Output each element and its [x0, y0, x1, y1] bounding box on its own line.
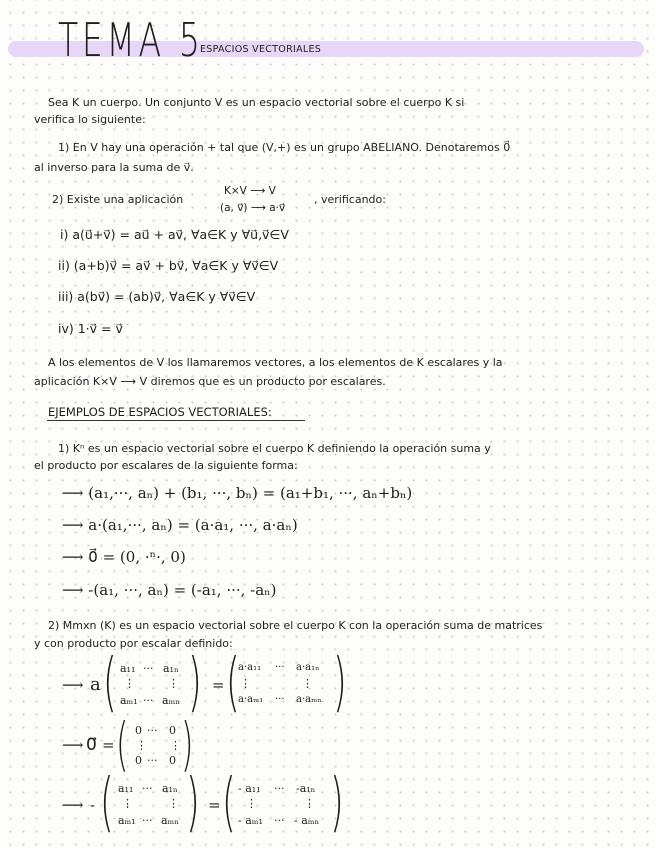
- examples-heading-underline: [47, 420, 305, 421]
- item2-suffix: , verificando:: [314, 193, 386, 206]
- item1-line-2: al inverso para la suma de v⃗.: [34, 161, 194, 174]
- matrix2-open-paren: (: [116, 710, 129, 778]
- matrix1-left-vdots2: ⋮: [168, 677, 179, 690]
- matrix3-right-close-paren: ): [330, 766, 344, 840]
- matrix3-equals: =: [208, 796, 221, 814]
- matrix1-right-r3c2: a·aₘₙ: [296, 694, 322, 705]
- axiom-i: i) a(u⃗+v⃗) = au⃗ + av⃗, ∀a∈K y ∀u⃗,v⃗∈V: [60, 227, 289, 242]
- matrix3-right-r1dots: ···: [274, 782, 285, 795]
- definition-line-2: verifica lo siguiente:: [34, 113, 146, 126]
- matrix3-minus: -: [90, 796, 96, 814]
- page-title: TEMA 5: [58, 13, 204, 67]
- example2-line-2: y con producto por escalar definido:: [34, 637, 233, 650]
- axiom-ii: ii) (a+b)v⃗ = av⃗ + bv⃗, ∀a∈K y ∀v⃗∈V: [58, 258, 279, 273]
- example1-sum-formula: ⟶ (a₁,···, aₙ) + (b₁, ···, bₙ) = (a₁+b₁, ···, aₙ+bₙ): [62, 484, 413, 502]
- matrix2-close-paren: ): [181, 710, 194, 778]
- matrix2-r3dots: ···: [147, 754, 158, 767]
- matrix3-left-r3dots: ···: [142, 814, 153, 827]
- matrix3-right-vdots2: ⋮: [304, 797, 315, 810]
- matrix3-right-vdots1: ⋮: [246, 797, 257, 810]
- examples-heading: EJEMPLOS DE ESPACIOS VECTORIALES:: [48, 405, 272, 419]
- matrix1-left-close-paren: ): [188, 646, 202, 720]
- matrix1-scalar: a: [90, 674, 101, 695]
- matrix1-left-r3c1: aₘ₁: [120, 694, 138, 707]
- matrix1-right-vdots1: ⋮: [240, 677, 251, 690]
- matrix1-left-r1dots: ···: [143, 662, 154, 675]
- matrix2-vdots1: ⋮: [136, 739, 147, 752]
- item1-line-1: 1) En V hay una operación + tal que (V,+) es un grupo ABELIANO. Denotaremos 0⃗: [58, 141, 511, 154]
- matrix3-right-r3c1: - aₘ₁: [238, 814, 263, 827]
- matrix1-right-r3c1: a·aₘ₁: [238, 694, 264, 705]
- item2-map-bottom: (a, v⃗) ⟶ a·v⃗: [220, 202, 286, 214]
- axiom-iii: iii) a(bv⃗) = (ab)v⃗, ∀a∈K y ∀v⃗∈V: [58, 289, 256, 304]
- matrix3-left-open-paren: (: [100, 766, 114, 840]
- matrix2-r1c2: 0: [169, 724, 176, 737]
- matrix1-right-close-paren: ): [333, 646, 347, 720]
- example2-line-1: 2) Mmxn (K) es un espacio vectorial sobre el cuerpo K con la operación suma de matrices: [48, 619, 543, 632]
- example1-line-2: el producto por escalares de la siguiente forma:: [34, 459, 298, 472]
- item2-map-top: K×V ⟶ V: [224, 185, 276, 197]
- page-subtitle: ESPACIOS VECTORIALES: [200, 44, 322, 55]
- matrix1-right-r1c2: a·a₁ₙ: [296, 662, 320, 673]
- matrix1-left-r3dots: ···: [143, 694, 154, 707]
- axiom-iv: iv) 1·v⃗ = v⃗: [58, 321, 123, 336]
- matrix2-r3c2: 0: [169, 754, 176, 767]
- closing-line-1: A los elementos de V los llamaremos vectores, a los elementos de K escalares y la: [48, 356, 503, 369]
- matrix3-right-r3c2: - aₘₙ: [294, 814, 320, 827]
- matrix1-left-vdots1: ⋮: [124, 677, 135, 690]
- matrix1-left-r1c2: a₁ₙ: [163, 662, 179, 675]
- matrix1-left-r3c2: aₘₙ: [162, 694, 181, 707]
- example1-inverse-formula: ⟶ -(a₁, ···, aₙ) = (-a₁, ···, -aₙ): [62, 581, 277, 599]
- definition-line-1: Sea K un cuerpo. Un conjunto V es un espacio vectorial sobre el cuerpo K si: [48, 96, 465, 109]
- matrix3-right-r1c2: -a₁ₙ: [296, 782, 316, 795]
- matrix2-arrow: ⟶: [62, 736, 84, 754]
- matrix2-equals: =: [102, 736, 115, 754]
- matrix1-left-open-paren: (: [103, 646, 117, 720]
- matrix3-left-close-paren: ): [186, 766, 200, 840]
- example1-scalar-formula: ⟶ a·(a₁,···, aₙ) = (a·a₁, ···, a·aₙ): [62, 516, 298, 534]
- item2-prefix: 2) Existe una aplicación: [52, 193, 184, 206]
- matrix1-right-r3dots: ···: [275, 694, 285, 705]
- matrix1-right-r1c1: a·a₁₁: [238, 662, 262, 673]
- matrix3-left-vdots2: ⋮: [168, 797, 179, 810]
- matrix3-left-r1c1: a₁₁: [118, 782, 134, 795]
- matrix3-right-r1c1: - a₁₁: [238, 782, 261, 795]
- example1-zero-formula: ⟶ 0⃗ = (0, ·ⁿ·, 0): [62, 548, 186, 566]
- matrix1-right-open-paren: (: [226, 646, 240, 720]
- matrix3-left-r1dots: ···: [142, 782, 153, 795]
- matrix3-right-open-paren: (: [222, 766, 236, 840]
- matrix2-zero-vector: 0⃗: [86, 735, 97, 755]
- matrix1-equals: =: [212, 676, 225, 694]
- matrix1-arrow: ⟶: [62, 676, 84, 694]
- matrix2-vdots2: ⋮: [170, 739, 181, 752]
- example1-line-1: 1) Kⁿ es un espacio vectorial sobre el cuerpo K definiendo la operación suma y: [58, 442, 491, 455]
- matrix3-arrow: ⟶: [62, 796, 84, 814]
- matrix1-left-r1c1: a₁₁: [120, 662, 136, 675]
- matrix3-right-r3dots: ···: [274, 814, 285, 827]
- matrix3-left-r3c2: aₘₙ: [161, 814, 180, 827]
- closing-line-2: aplicación K×V ⟶ V diremos que es un producto por escalares.: [34, 375, 386, 388]
- matrix3-left-vdots1: ⋮: [122, 797, 133, 810]
- matrix3-left-r3c1: aₘ₁: [118, 814, 136, 827]
- matrix1-right-r1dots: ···: [275, 662, 285, 673]
- matrix2-r1dots: ···: [147, 724, 158, 737]
- matrix2-r1c1: 0: [135, 724, 142, 737]
- matrix3-left-r1c2: a₁ₙ: [162, 782, 178, 795]
- matrix1-right-vdots2: ⋮: [302, 677, 313, 690]
- matrix2-r3c1: 0: [135, 754, 142, 767]
